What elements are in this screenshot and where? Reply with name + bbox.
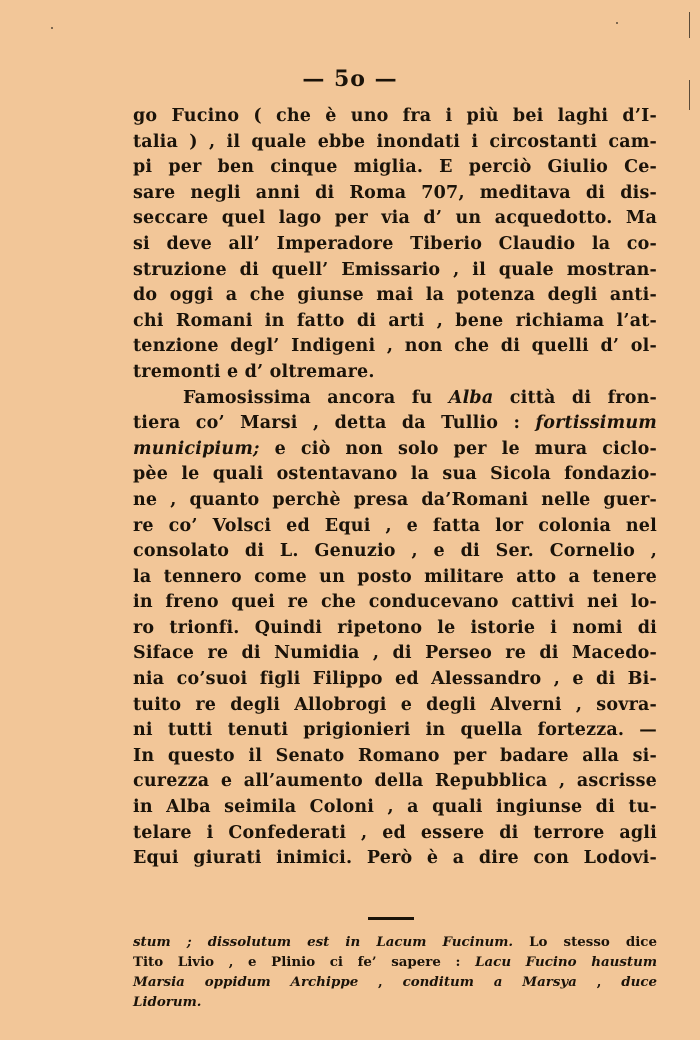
text-line: la tennero come un posto militare atto a tenere — [133, 566, 657, 587]
text-run: , — [358, 974, 403, 990]
paper-speck — [689, 12, 690, 38]
italic-run: conditum a Marsya — [402, 974, 577, 990]
footnote-separator — [368, 917, 414, 920]
text-line: Siface re di Numidia , di Perseo re di Macedo- — [133, 643, 657, 664]
text-line: ni tutti tenuti prigionieri in quella fortezza. — — [133, 720, 657, 741]
text-line: struzione di quell’ Emissario , il quale mostran- — [133, 259, 657, 280]
paper-speck — [51, 27, 53, 29]
paper-speck — [689, 80, 690, 110]
footnote-line — [133, 932, 657, 952]
body-text — [133, 104, 657, 872]
text-line: pi per ben cinque miglia. E perciò Giulio Ce- — [133, 157, 657, 178]
text-line: tenzione degl’ Indigeni , non che di quelli d’ ol- — [133, 336, 657, 357]
page-number: — 5o — — [302, 66, 398, 92]
text-line: ro trionfi. Quindi ripetono le istorie i nomi di — [133, 617, 657, 638]
text-line: consolato di L. Genuzio , e di Ser. Cornelio , — [133, 541, 657, 562]
footnote-line — [133, 952, 657, 972]
text-line: telare i Confederati , ed essere di terrore agli — [133, 822, 657, 843]
text-line: pèe le quali ostentavano la sua Sicola fondazio- — [133, 464, 657, 485]
text-line: talia ) , il quale ebbe inondati i circostanti cam- — [133, 131, 657, 152]
italic-run: Lacu Fucino haustum — [475, 954, 657, 970]
text-line — [133, 437, 657, 463]
text-run: Tito Livio , e Plinio ci fe’ sapere : — [133, 954, 476, 970]
italic-run: Alba — [448, 387, 494, 408]
footnote-line — [133, 992, 657, 1012]
text-line: re co’ Volsci ed Equi , e fatta lor colonia nel — [133, 515, 657, 536]
text-line: si deve all’ Imperadore Tiberio Claudio la co- — [133, 233, 657, 254]
text-line: tremonti e d’ oltremare. — [133, 361, 375, 382]
text-line: chi Romani in fatto di arti , bene richiama l’at- — [133, 310, 657, 331]
paper-speck — [616, 22, 618, 24]
text-line — [133, 411, 657, 437]
text-line: curezza e all’aumento della Repubblica , ascrisse — [133, 771, 657, 792]
text-line: ne , quanto perchè presa da’Romani nelle guer- — [133, 489, 657, 510]
footnote-line — [133, 972, 657, 992]
text-run: tiera co’ Marsi , detta da Tullio : — [133, 413, 536, 434]
text-line: sare negli anni di Roma 707, meditava di dis- — [133, 182, 657, 203]
text-line: tuito re degli Allobrogi e degli Alverni , sovra- — [133, 694, 657, 715]
text-line: Equi giurati inimici. Però è a dire con Lodovi- — [133, 848, 657, 869]
text-line: nia co’suoi figli Filippo ed Alessandro , e di Bi- — [133, 669, 657, 690]
text-line: do oggi a che giunse mai la potenza degli anti- — [133, 285, 657, 306]
text-run: e ciò non solo per le mura ciclo- — [259, 438, 657, 459]
paragraph-start-line — [133, 386, 657, 412]
text-line: in Alba seimila Coloni , a quali ingiunse di tu- — [133, 797, 657, 818]
text-line: go Fucino ( che è uno fra i più bei laghi d’I- — [133, 106, 657, 126]
text-line: in freno quei re che conducevano cattivi nei lo- — [133, 592, 657, 613]
italic-run: Marsia oppidum Archippe — [133, 974, 359, 990]
text-run: Famosissima ancora fu — [183, 387, 449, 408]
italic-run: municipium; — [133, 438, 260, 459]
italic-run: Lidorum. — [133, 994, 202, 1010]
italic-run: duce — [621, 974, 657, 990]
italic-run: stum ; dissolutum est in Lacum Fucinum. — [133, 934, 514, 950]
text-line: seccare quel lago per via d’ un acquedotto. Ma — [133, 208, 657, 229]
text-line: In questo il Senato Romano per badare alla si- — [133, 745, 657, 766]
italic-run: fortissimum — [535, 413, 657, 434]
text-run: , — [576, 974, 622, 990]
text-run: città di fron- — [493, 387, 657, 408]
footnote — [133, 932, 657, 1012]
text-run: Lo stesso dice — [513, 934, 657, 950]
